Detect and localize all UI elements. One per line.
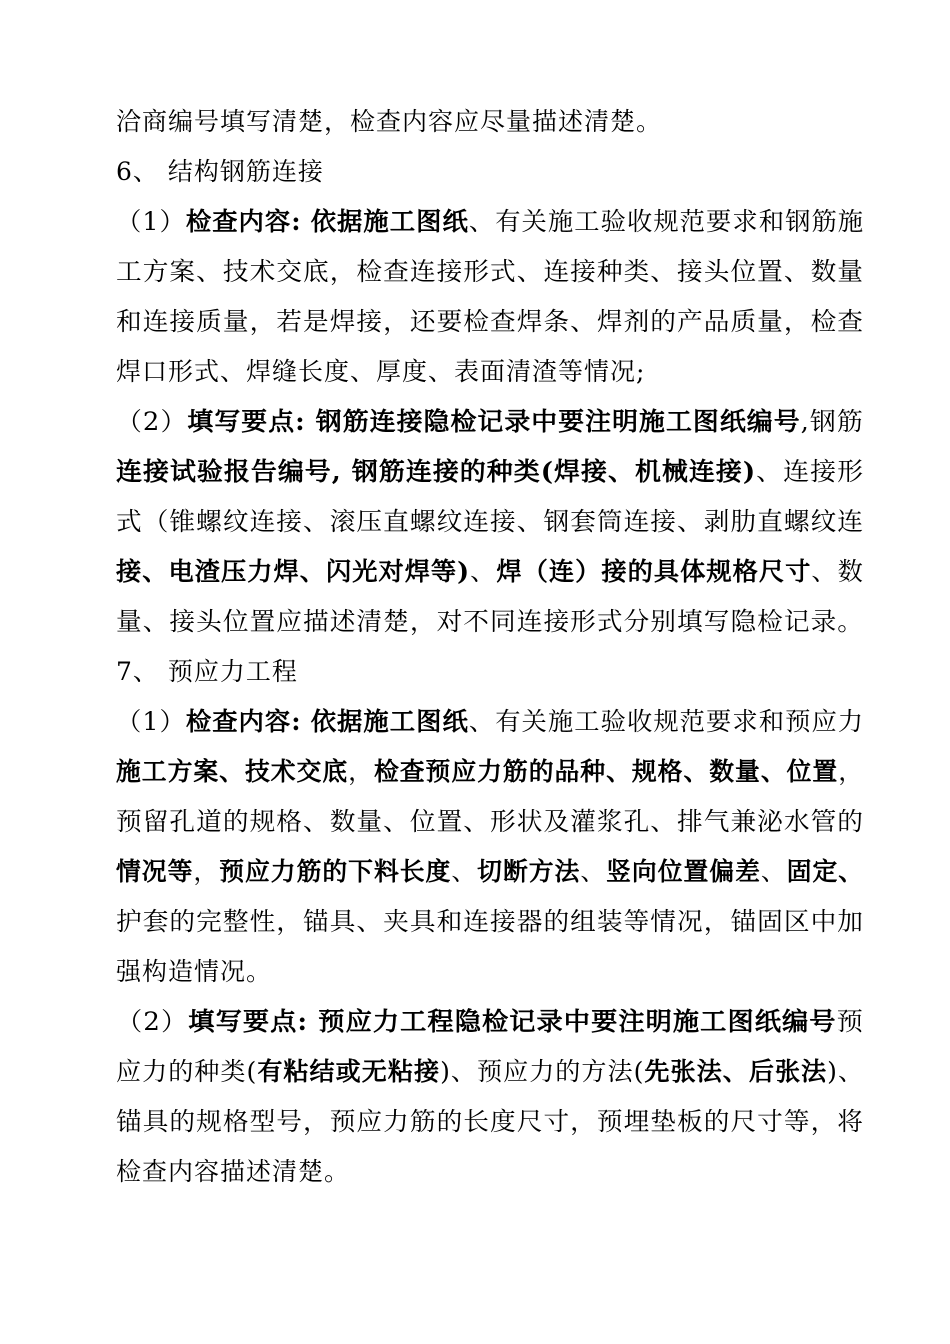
text-segment bbox=[302, 207, 311, 236]
text-segment: （1） bbox=[116, 707, 186, 736]
text-segment: 量、接头位置应描述清楚，对不同连接形式分别填写隐检记录。 bbox=[116, 607, 865, 636]
bold-text-segment: 焊（连）接的具体规格尺寸 bbox=[496, 557, 812, 586]
text-segment: 、 bbox=[760, 857, 787, 886]
text-line bbox=[116, 1157, 350, 1187]
text-segment: 、 bbox=[580, 857, 607, 886]
bold-text-segment: 检查内容: bbox=[185, 707, 302, 736]
bold-text-segment: 切断方法 bbox=[477, 857, 581, 886]
text-segment: （1） bbox=[116, 207, 186, 236]
text-line bbox=[116, 107, 662, 137]
bold-text-segment: 检查内容: bbox=[185, 207, 302, 236]
text-segment: 7、 预应力工程 bbox=[116, 657, 298, 686]
text-segment: 、有关施工验收规范要求和预应力 bbox=[468, 707, 865, 736]
bold-text-segment: 竖向位置偏差 bbox=[606, 857, 761, 886]
text-line bbox=[116, 1007, 864, 1037]
text-segment: ， bbox=[193, 857, 220, 886]
text-segment: 、 bbox=[837, 1057, 865, 1086]
text-line bbox=[116, 207, 864, 237]
text-segment: 应力的种类( bbox=[116, 1057, 258, 1086]
text-segment: 锚具的规格型号，预应力筋的长度尺寸，预埋垫板的尺寸等，将 bbox=[116, 1107, 865, 1136]
text-line bbox=[116, 1107, 864, 1137]
text-line bbox=[116, 507, 864, 537]
text-segment: 检查内容描述清楚。 bbox=[116, 1157, 351, 1186]
text-segment: 、数 bbox=[811, 557, 864, 586]
text-line bbox=[116, 257, 864, 287]
bold-text-segment: 填写要点: 钢筋连接隐检记录中要注明施工图纸编号 bbox=[187, 407, 801, 436]
bold-text-segment: 检查预应力筋的品种、规格、数量、位置 bbox=[373, 757, 839, 786]
text-segment: ,钢筋 bbox=[800, 407, 864, 436]
bold-text-segment: 固定、 bbox=[786, 857, 865, 886]
text-segment: 焊口形式、焊缝长度、厚度、表面清渣等情况; bbox=[116, 357, 646, 386]
bold-text-segment: 先张法、后张法 bbox=[644, 1057, 828, 1086]
text-segment: 强构造情况。 bbox=[116, 957, 273, 986]
text-segment: （2） bbox=[116, 1007, 189, 1036]
text-segment: 预留孔道的规格、数量、位置、形状及灌浆孔、排气兼泌水管的 bbox=[116, 807, 865, 836]
text-line bbox=[116, 1057, 864, 1087]
text-segment: ， bbox=[348, 757, 374, 786]
text-line bbox=[116, 157, 324, 187]
text-line bbox=[116, 857, 864, 887]
text-segment: 洽商编号填写清楚，检查内容应尽量描述清楚。 bbox=[116, 107, 663, 136]
text-segment: 护套的完整性，锚具、夹具和连接器的组装等情况，锚固区中加 bbox=[116, 907, 865, 936]
bold-text-segment: 接、电渣压力焊、闪光对焊等) bbox=[116, 557, 471, 586]
text-segment: （2） bbox=[116, 407, 188, 436]
text-segment: 式（锥螺纹连接、滚压直螺纹连接、钢套筒连接、剥肋直螺纹连 bbox=[116, 507, 865, 536]
text-line bbox=[116, 807, 864, 837]
text-segment: ) bbox=[440, 1057, 451, 1086]
text-line bbox=[116, 457, 864, 487]
text-line bbox=[116, 307, 864, 337]
text-line bbox=[116, 907, 864, 937]
bold-text-segment: 依据施工图纸 bbox=[310, 707, 469, 736]
text-segment: 、预应力的方法( bbox=[450, 1057, 645, 1086]
text-line bbox=[116, 707, 864, 737]
bold-text-segment: 施工方案、技术交底 bbox=[116, 757, 349, 786]
text-line bbox=[116, 357, 645, 387]
text-segment: 、有关施工验收规范要求和钢筋施 bbox=[468, 207, 865, 236]
text-segment: 、 bbox=[470, 557, 497, 586]
text-segment: 6、 结构钢筋连接 bbox=[116, 157, 324, 186]
text-line bbox=[116, 957, 272, 987]
text-segment: 预 bbox=[836, 1007, 864, 1036]
text-segment: ， bbox=[838, 757, 865, 786]
text-line bbox=[116, 757, 864, 787]
bold-text-segment: 情况等 bbox=[116, 857, 194, 886]
bold-text-segment: 有粘结或无粘接 bbox=[257, 1057, 441, 1086]
text-segment: 工方案、技术交底，检查连接形式、连接种类、接头位置、数量 bbox=[116, 257, 865, 286]
bold-text-segment: 预应力筋的下料长度 bbox=[219, 857, 452, 886]
text-line bbox=[116, 557, 864, 587]
text-segment: 、连接形 bbox=[756, 457, 865, 486]
text-line bbox=[116, 657, 298, 687]
text-line bbox=[116, 607, 864, 637]
text-segment: 、 bbox=[451, 857, 478, 886]
text-segment: 和连接质量，若是焊接，还要检查焊条、焊剂的产品质量，检查 bbox=[116, 307, 865, 336]
text-segment: ) bbox=[827, 1057, 838, 1086]
bold-text-segment: 依据施工图纸 bbox=[310, 207, 469, 236]
bold-text-segment: 连接试验报告编号, 钢筋连接的种类(焊接、机械连接) bbox=[116, 457, 757, 486]
bold-text-segment: 填写要点: 预应力工程隐检记录中要注明施工图纸编号 bbox=[188, 1007, 837, 1036]
text-segment bbox=[302, 707, 311, 736]
text-line bbox=[116, 407, 864, 437]
